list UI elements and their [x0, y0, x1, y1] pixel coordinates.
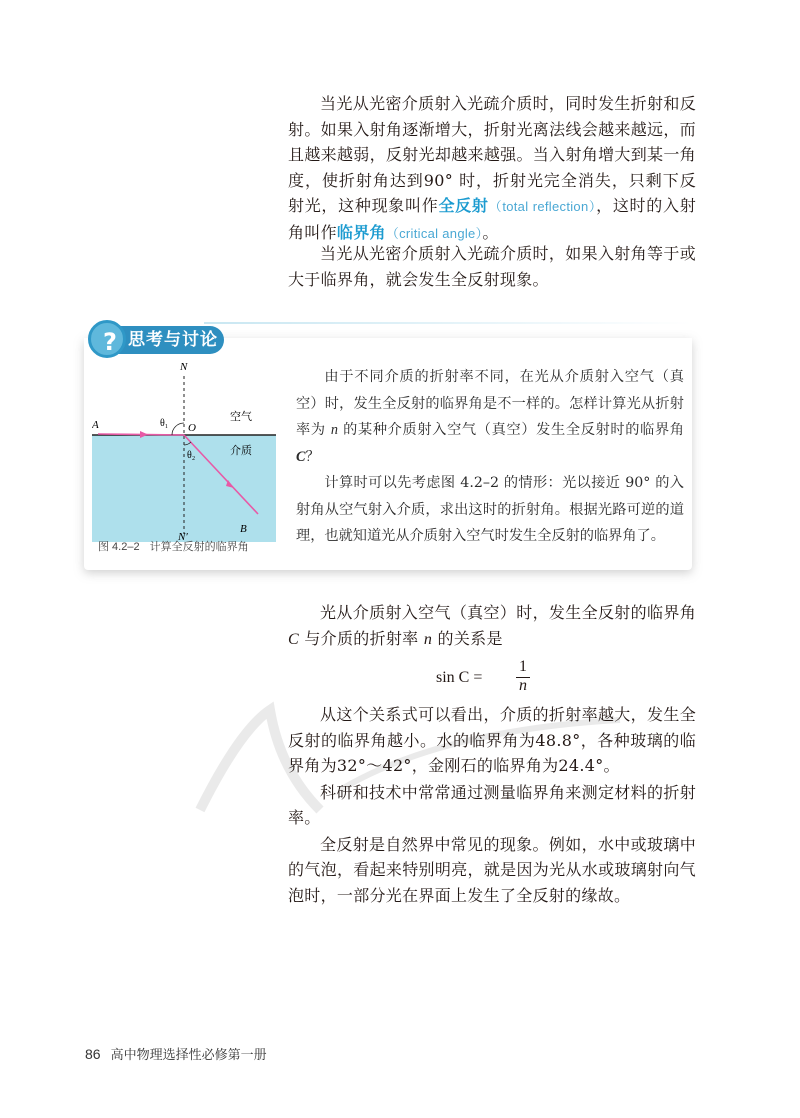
theta1-arc — [172, 423, 184, 435]
label-air: 空气 — [230, 410, 252, 423]
think-discuss-box — [84, 322, 692, 572]
page-number: 86 — [85, 1046, 101, 1062]
critical-angle-values-paragraph: 从这个关系式可以看出，介质的折射率越大，发生全反射的临界角越小。水的临界角为48.8°，各种玻璃的临界角为32°～42°，金刚石的临界角为24.4°。 — [288, 705, 696, 775]
badge-label: 思考与讨论 — [128, 330, 218, 350]
intro-paragraph-2: 当光从光密介质射入光疏介质时，如果入射角等于或大于临界角，就会发生全反射现象。 — [288, 244, 696, 289]
refraction-diagram — [92, 362, 276, 542]
label-n: N — [180, 362, 188, 373]
figure-number: 图 4.2–2 — [98, 541, 140, 553]
intro-text-2: ，这时的入射角叫作 — [288, 196, 696, 242]
figure-4-2-2 — [92, 362, 276, 542]
formula-numerator: 1 — [519, 658, 527, 675]
think-discuss-badge — [84, 320, 226, 360]
intro-text-3: 。 — [482, 222, 499, 242]
label-n-prime: N′ — [178, 531, 188, 542]
page-footer — [85, 1044, 267, 1063]
intro-text-1: 当光从光密介质射入光疏介质时，同时发生折射和反射。如果入射角逐渐增大，折射光离法线会越来越远，而且越来越弱，反射光却越来越强。当入射角增大到某一角度，使折射角达到90° 时，折射光完全消失，只剩下反射光，这种现象叫作 — [288, 94, 696, 215]
label-b: B — [240, 523, 247, 535]
intro-paragraph — [288, 91, 696, 246]
relation-paragraph: 光从介质射入空气（真空）时，发生全反射的临界角C 与介质的折射率 n 的关系是 — [288, 603, 696, 648]
term-critical-angle-en: （critical angle） — [385, 225, 483, 241]
think-discuss-text — [296, 364, 684, 550]
term-total-reflection: 全反射 — [438, 196, 489, 215]
label-theta2: θ₂ — [187, 450, 196, 461]
publisher-watermark — [180, 690, 640, 830]
question-icon: ? — [88, 320, 126, 358]
measurement-paragraph: 科研和技术中常常通过测量临界角来测定材料的折射率。 — [288, 782, 696, 827]
label-theta1: θ₁ — [160, 418, 169, 429]
label-a: A — [92, 419, 99, 431]
figure-caption — [98, 538, 249, 554]
box-top-rule — [204, 322, 692, 324]
think-paragraph-2: 计算时可以先考虑图 4.2–2 的情形：光以接近 90° 的入射角从空气射入介质，求出这时的折射角。根据光路可逆的道理，也就知道光从介质射入空气时发生全反射的临界角了。 — [296, 475, 684, 544]
formula-lhs: sin C = — [436, 669, 483, 686]
term-total-reflection-en: （total reflection） — [488, 199, 597, 214]
think-paragraph-1: 由于不同介质的折射率不同，在光从介质射入空气（真空）时，发生全反射的临界角是不一样的。怎样计算光从折射率为 n 的某种介质射入空气（真空）发生全反射时的临界角 C？ — [296, 369, 684, 465]
bubble-paragraph: 全反射是自然界中常见的现象。例如，水中或玻璃中的气泡，看起来特别明亮，就是因为光从水或玻璃射向气泡时，一部分光在界面上发生了全反射的缘故。 — [288, 834, 696, 905]
figure-caption-text: 计算全反射的临界角 — [149, 540, 249, 553]
formula-denominator: n — [519, 677, 527, 694]
label-medium: 介质 — [230, 444, 252, 457]
book-title: 高中物理选择性必修第一册 — [110, 1048, 267, 1063]
label-o: O — [188, 422, 196, 434]
term-critical-angle: 临界角 — [336, 222, 386, 242]
